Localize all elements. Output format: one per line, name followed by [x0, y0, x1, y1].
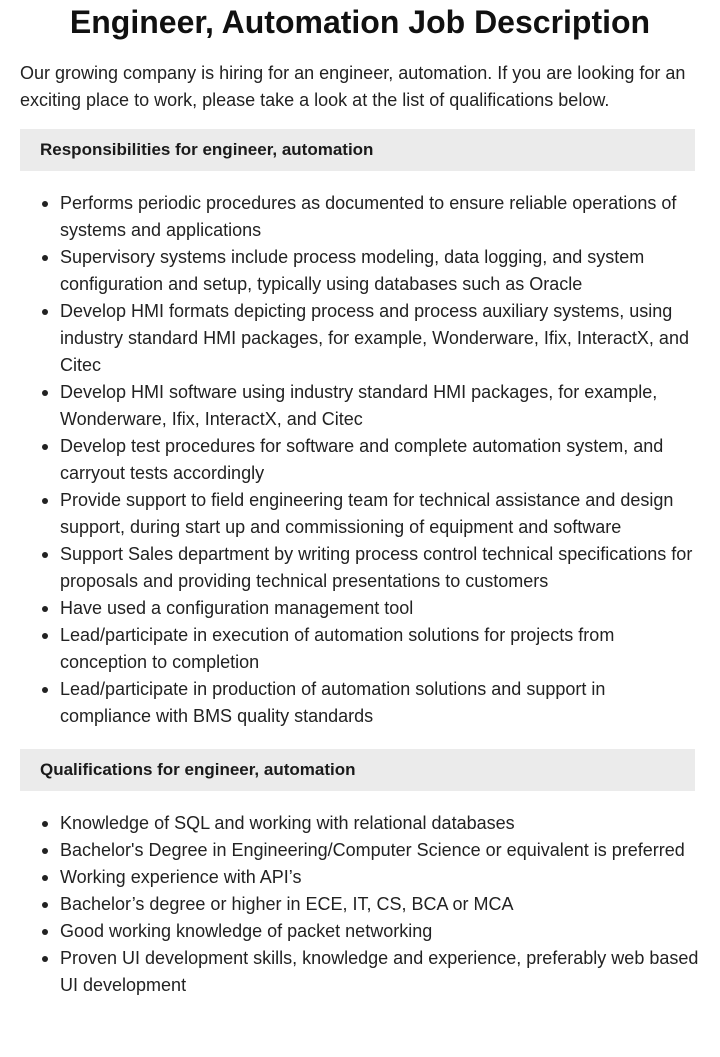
list-item: Bachelor's Degree in Engineering/Computer Science or equivalent is preferred — [60, 837, 700, 864]
list-item: Working experience with API’s — [60, 864, 700, 891]
list-item: Performs periodic procedures as documented to ensure reliable operations of systems and applications — [60, 190, 700, 244]
list-item: Provide support to field engineering team for technical assistance and design support, during start up and commissioning of equipment and software — [60, 487, 700, 541]
responsibilities-heading: Responsibilities for engineer, automation — [20, 129, 695, 171]
list-item: Develop HMI formats depicting process and process auxiliary systems, using industry standard HMI packages, for example, Wonderware, Ifix, InteractX, and Citec — [60, 298, 700, 379]
qualifications-heading: Qualifications for engineer, automation — [20, 749, 695, 791]
list-item: Lead/participate in production of automation solutions and support in compliance with BMS quality standards — [60, 676, 700, 730]
qualifications-list — [20, 810, 700, 999]
list-item: Good working knowledge of packet networking — [60, 918, 700, 945]
list-item: Proven UI development skills, knowledge and experience, preferably web based UI development — [60, 945, 700, 999]
list-item: Supervisory systems include process modeling, data logging, and system configuration and setup, typically using databases such as Oracle — [60, 244, 700, 298]
list-item: Develop HMI software using industry standard HMI packages, for example, Wonderware, Ifix, InteractX, and Citec — [60, 379, 700, 433]
list-item: Bachelor’s degree or higher in ECE, IT, CS, BCA or MCA — [60, 891, 700, 918]
list-item: Develop test procedures for software and complete automation system, and carryout tests accordingly — [60, 433, 700, 487]
list-item: Lead/participate in execution of automation solutions for projects from conception to completion — [60, 622, 700, 676]
responsibilities-list — [20, 190, 700, 730]
list-item: Have used a configuration management tool — [60, 595, 700, 622]
intro-paragraph: Our growing company is hiring for an engineer, automation. If you are looking for an exciting place to work, please take a look at the list of qualifications below. — [20, 63, 686, 110]
list-item: Knowledge of SQL and working with relational databases — [60, 810, 700, 837]
list-item: Support Sales department by writing process control technical specifications for proposals and providing technical presentations to customers — [60, 541, 700, 595]
page-title: Engineer, Automation Job Description — [69, 4, 651, 40]
